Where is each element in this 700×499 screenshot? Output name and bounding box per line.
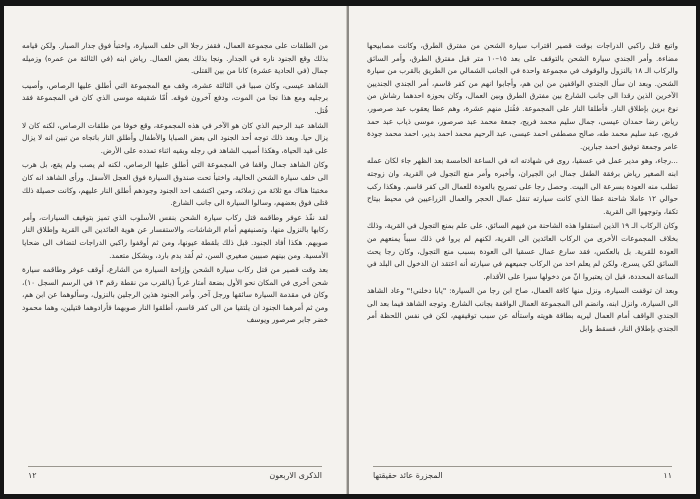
footer-rule	[373, 466, 672, 467]
left-page-number: ١٢	[28, 471, 37, 480]
left-footer-title: الذكرى الاربعون	[269, 471, 322, 480]
right-paragraph-2: ...رجاء، وهو مدير عمل في عسقيا، روى في شهادته انه في الساعة الخامسة بعد الظهر جاء لكان عمله ابنه الصغير رياض برفقة الطفل جمال ابن الجيران، وأخبره وأمر منع التجول في القرية، وان زوجته تطلب منه العودة بسرعة الى البيت. وحصل رجا على تصريح بالعودة للعمال الى كفر قاسم. وهكذا ركب حوالي ١٢ عاملا شاحنة عطا الذي كانت سيارته تنقل عمال الحجر والعمال الزراعيين في محيط بيتاح تكفا، وتوجهوا الى القرية.	[367, 156, 678, 216]
left-page-footer	[28, 471, 322, 480]
left-page-body	[22, 40, 328, 456]
footer-rule	[28, 466, 322, 467]
right-page-body	[367, 40, 678, 456]
left-paragraph-1: من الطلقات على مجموعة العمال، فقفز رجلا الى خلف السيارة، واختبأ فوق جدار الصبار. ولكن قيامه بذلك وقع الجنود ناره في الجدار. ونجا بذلك بعض العمال. رياض ابنه (في الثالثة من عمره) وزميله جمال (في الحادية عشرة) كانا من بين القتلى.	[22, 41, 328, 76]
left-paragraph-5: لقد نفّذ عوفر وطاقمه قتل ركاب سيارة الشحن بنفس الأسلوب الذي تميز بتوقيف السيارات، وأمر ركابها بالنزول منها، وتصنيفهم أمام الرشاشات، والاستفسار عن هوية العائدين الى القرية وإطلاق النار صوبهم. هكذا أفاد الجنود. قبل ذلك بلقطة عيونها، ومن ثم أوقفوا راكبي الدراجات لتضاف الى ضحايا الأمسية. ومن بينهم صبيين صغيري السن، ثم لُقد بدم بارد، وبشكل متعمد.	[22, 212, 328, 260]
left-paragraph-3: الشاهد عبد الرحيم الذي كان هو الآخر في هذه المجموعة، وقع خوفا من طلقات الرصاص، لكنه كان لا يزال حيا. وبعد ذلك توجه أحد الجنود الى بعض الصبايا والأطفال وأطلق النار باتجاه من تبين انه لا يزال على قيد الحياة، وهكذا أصيب الشاهد في رجله وبقيه اثناء تمدده على الأرض.	[22, 120, 328, 155]
right-paragraph-3: وكان الركاب الـ ١٩ الذين استقلوا هذه الشاحنة من فيهم السائق، على علم بمنع التجول في القرية، وذلك بخلاف المجموعات الأخرى من الركاب العائدين الى القرية، لكنهم لم يروا في ذلك سبباً يمنعهم من العودة للقرية. بل بالعكس، فقد سارع عمال عسقيا الى العودة بسبب منع التجول، وكان رجا يحث السائق لكي يسرع، ولكن لم يعلم احد من الركاب جميعهم في سيارته أنه اعتقد ان الدخول الى البلد في الساعة المحددة، قبل ان يعتبروا انّ من دخولها سيرا على الأقدام.	[367, 221, 678, 281]
left-paragraph-6: بعد وقت قصير من قتل ركاب سيارة الشحن وإزاحة السيارة من الشارع، أوقف عوفر وطاقمه سيارة شحن أخرى في المكان نحو الأول بضعة أمتار غرباً (بالقرب من نقطة رقم ١٣ في الرسم السجل ١٠)، وكان في مقدمة السيارة سائقها ورجل آخر. وأمر الجنود هذين الرجلين بالنزول، وسألوهما عن ابن هم، ومن ثم أمرهما الجنود ان يلتقيا من الى كفر قاسم، أطلقوا النار صوبهما فأرادوهما قتيلين، وهما محمود خضر جابر صرصور ويوسف	[22, 265, 328, 325]
left-paragraph-2: الشاهد عيسى، وكان صبيا في الثالثة عشرة، وقف مع المجموعة التي أطلق عليها الرصاص، وأصيب برجليه ومع هذا نجا من الموت، ودفع آخرون فوقه. أمّا شقيقه موسى الذي كان في المجموعة فقد قُتل.	[22, 80, 328, 115]
right-page-number: ١١	[663, 471, 672, 480]
right-page-footer	[373, 471, 672, 480]
right-paragraph-4: وبعد ان توقفت السيارة، ونزل منها كافة العمال، صاح ابن رجا من السيارة: "يابا دخلني!" وعاد الشاهد الى السيارة، وانزل ابنه، وانضم الى المجموعة العمال الواقفة بجانب الشارع. وتوجه الشاهد فيما بعد الى الجندي الواقف أمام العمال ليريه بطاقة هويته واستأله عن سبب توقيفهم، لكن في نفس اللحظة أمر الجندي بإطلاق النار، فسقط وابل	[367, 286, 678, 334]
right-footer-title: المجزرة عائد حقيقتها	[373, 471, 443, 480]
right-page	[349, 6, 696, 494]
right-paragraph-1: واتبع قتل راكبي الدراجات بوقت قصير اقتراب سيارة الشحن من مفترق الطرق، وكانت مصابيحها مضاءة. وأمر الجندي سيارة الشحن بالتوقف على بعد ١٥–١٠ متر قبل مفترق الطرق، وأمر السائق والركاب الـ ١٨ بالنزول والوقوف في مجموعة واحدة في الجانب الشمالي من الطريق بالقرب من سيارة الشحن. وبعد ان سأل الجندي الواقفين من اين هم، وأجابوا انهم من كفر قاسم، أمر الجندي الجنديين الآخرين الذين رقدا الى جانب الشارع بين مفترق الطرق وبين العمال، وكان بحوزة احدهما رشاش من نوع برين بإطلاق النار. فأطلقا النار على المجموعة. فقُتل منهم عشرة، وهم عطا يعقوب عبد صرصور، رياض رضا حمدان عيسى، جمال سليم محمد فريج، جمعة محمد عبد صرصور، موسى ذياب عبد حمد فريج، عبد سليم محمد طه، صالح مصطفى احمد عيسى، عبد الرحيم محمد احمد بدير، احمد محمد جودة عامر وجمعة توفيق احمد جبارين.	[367, 41, 678, 151]
left-paragraph-4: وكان الشاهد جمال واقفا في المجموعة التي أطلق عليها الرصاص، لكنه لم يصب ولم يقع، بل هرب الى خلف سيارة الشحن الحالية، واختبأ تحت صندوق السيارة فوق العجل الأسفل. ورأى الشاهد انه كان مختبئا هناك مع ثلاثة من زملائه، وحين اكتشف احد الجنود وجودهم أطلق النار عليهم، وكانت حصيلة ذلك قتلى فوق بعضهم، وسالوا السيارة الى جانب الشارع.	[22, 160, 328, 208]
left-page	[4, 6, 347, 494]
